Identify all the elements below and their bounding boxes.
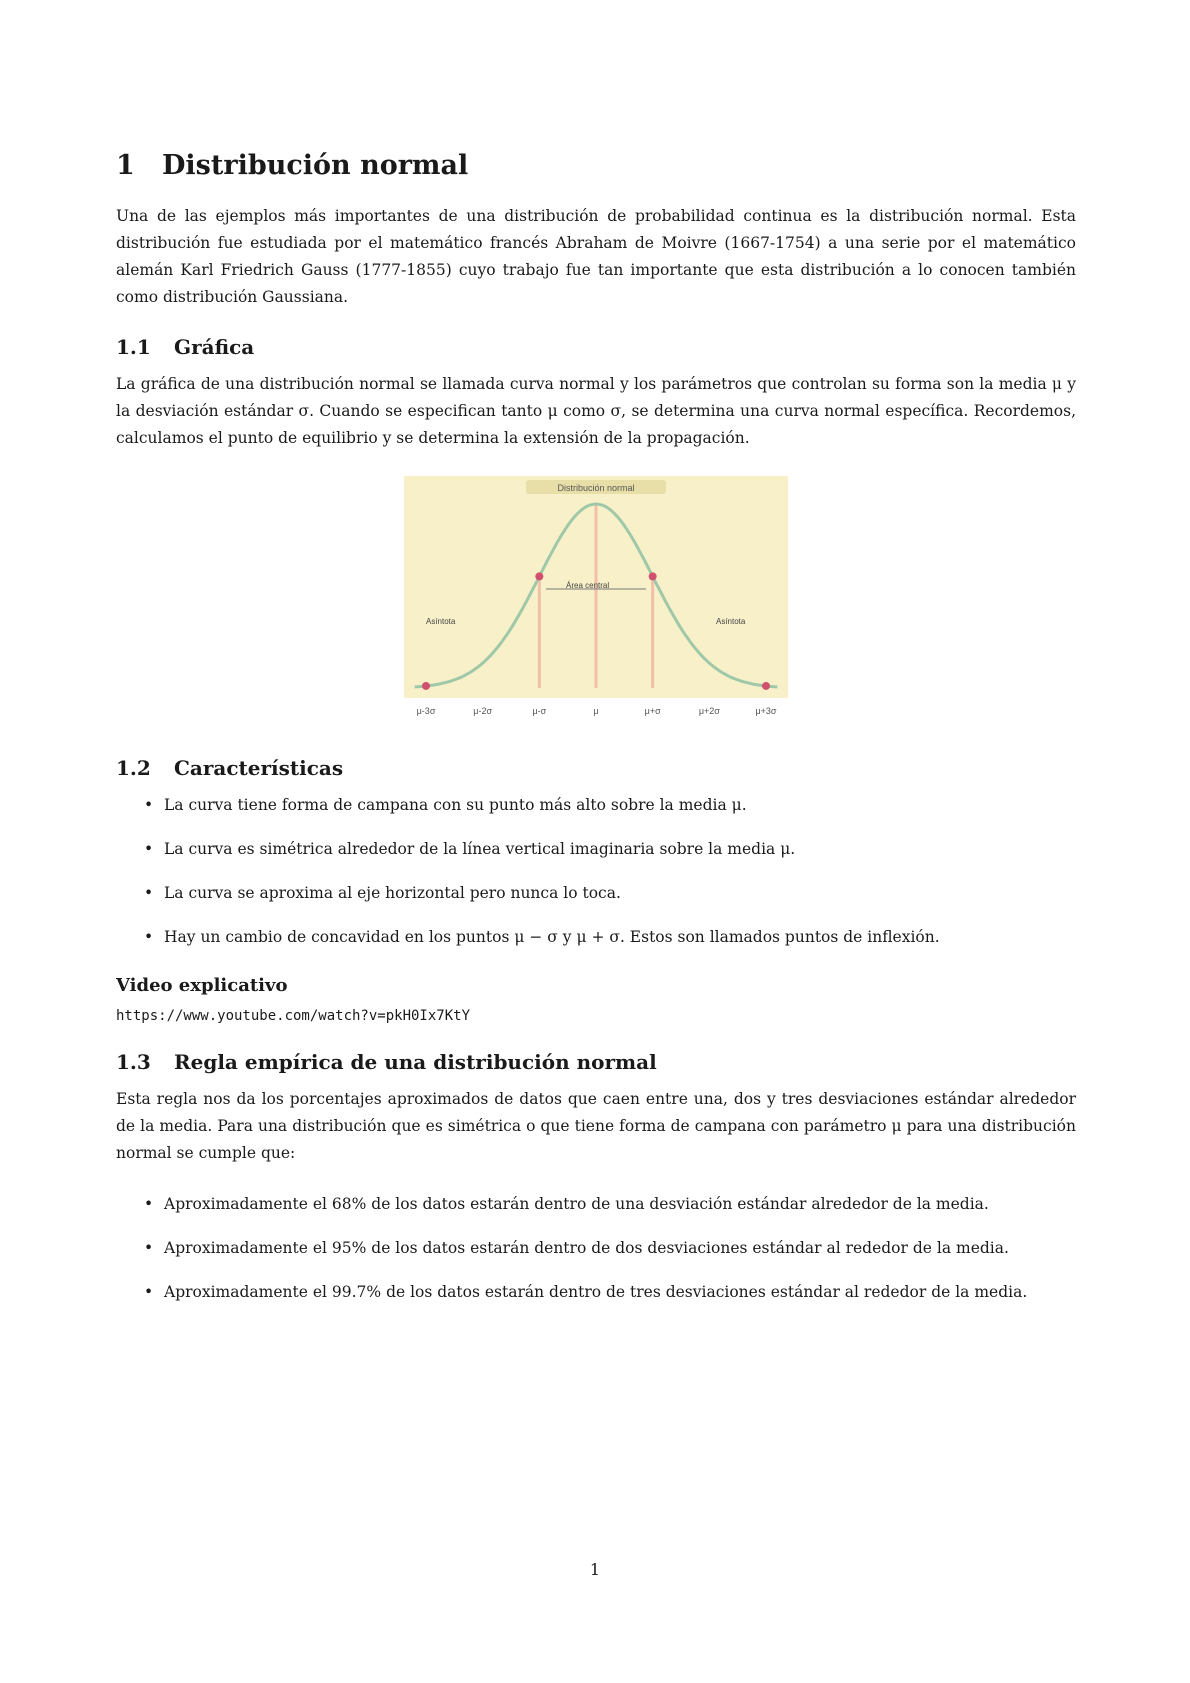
tick-label: μ+3σ (755, 706, 777, 716)
list-item: • La curva se aproxima al eje horizontal pero nunca lo toca. (144, 880, 1076, 907)
tick-label: μ+2σ (698, 706, 720, 716)
mid-label: Área central (566, 581, 610, 590)
tick-label: μ-σ (532, 706, 547, 716)
list-item: • Aproximadamente el 68% de los datos estarán dentro de una desviación estándar alrededor de la media. (144, 1191, 1076, 1218)
inflection-marker (535, 572, 543, 580)
list-item: • Hay un cambio de concavidad en los puntos μ − σ y μ + σ. Estos son llamados puntos de inflexión. (144, 924, 1076, 951)
empirical-rule-list (116, 1191, 1076, 1306)
bullet-icon: • (144, 1195, 154, 1213)
characteristics-list (116, 792, 1076, 951)
left-label: Asíntota (426, 617, 456, 626)
bullet-icon: • (144, 1239, 154, 1257)
bullet-icon: • (144, 796, 154, 814)
subsection-number: 1.2 (116, 756, 151, 780)
subsection-title: Gráfica (174, 335, 255, 359)
tick-label: μ+σ (644, 706, 661, 716)
normal-curve-svg (396, 476, 796, 726)
inflection-marker (762, 682, 770, 690)
tick-label: μ-3σ (416, 706, 436, 716)
subsection-title: Características (174, 756, 344, 780)
video-link[interactable]: https://www.youtube.com/watch?v=pkH0Ix7KtY (116, 1008, 471, 1024)
subsection-number: 1.1 (116, 335, 151, 359)
bullet-icon: • (144, 884, 154, 902)
section-number: 1 (116, 150, 135, 181)
tick-label: μ (593, 706, 599, 716)
subsection-heading-grafica (116, 335, 1076, 359)
subsection-title: Regla empírica de una distribución normal (174, 1050, 657, 1074)
subsection-heading-caracteristicas (116, 756, 1076, 780)
right-label: Asíntota (716, 617, 746, 626)
inflection-marker (649, 572, 657, 580)
page-content (116, 150, 1076, 1330)
regla-paragraph: Esta regla nos da los porcentajes aproximados de datos que caen entre una, dos y tres desviaciones estándar alrededor de la media. Para una distribución que es simétrica o que tiene forma de campana con parámetro μ para una distribución normal se cumple que: (116, 1090, 1076, 1162)
bullet-icon: • (144, 840, 154, 858)
section-title: Distribución normal (162, 150, 469, 181)
list-item: • La curva tiene forma de campana con su punto más alto sobre la media μ. (144, 792, 1076, 819)
normal-curve-figure (396, 476, 796, 726)
bullet-icon: • (144, 1283, 154, 1301)
list-item: • Aproximadamente el 95% de los datos estarán dentro de dos desviaciones estándar al rededor de la media. (144, 1235, 1076, 1262)
page-number: 1 (589, 1560, 601, 1579)
tick-label: μ-2σ (473, 706, 493, 716)
subsection-heading-regla (116, 1050, 1076, 1074)
inflection-marker (422, 682, 430, 690)
list-item: • Aproximadamente el 99.7% de los datos estarán dentro de tres desviaciones estándar al rededor de la media. (144, 1279, 1076, 1306)
intro-paragraph: Una de las ejemplos más importantes de una distribución de probabilidad continua es la distribución normal. Esta distribución fue estudiada por el matemático francés Abraham de Moivre (1667-1754) a una serie por el matemático alemán Karl Friedrich Gauss (1777-1855) cuyo trabajo fue tan importante que esta distribución a lo conocen también como distribución Gaussiana. (116, 207, 1076, 306)
list-item: • La curva es simétrica alrededor de la línea vertical imaginaria sobre la media μ. (144, 836, 1076, 863)
section-heading (116, 150, 1076, 181)
grafica-paragraph: La gráfica de una distribución normal se llamada curva normal y los parámetros que controlan su forma son la media μ y la desviación estándar σ. Cuando se especifican tanto μ como σ, se determina una curva normal específica. Recordemos, calculamos el punto de equilibrio y se determina la extensión de la propagación. (116, 375, 1076, 447)
tick-labels (417, 706, 777, 716)
top-label: Distribución normal (557, 483, 635, 493)
bullet-icon: • (144, 928, 154, 946)
video-heading: Video explicativo (116, 975, 288, 996)
subsection-number: 1.3 (116, 1050, 151, 1074)
